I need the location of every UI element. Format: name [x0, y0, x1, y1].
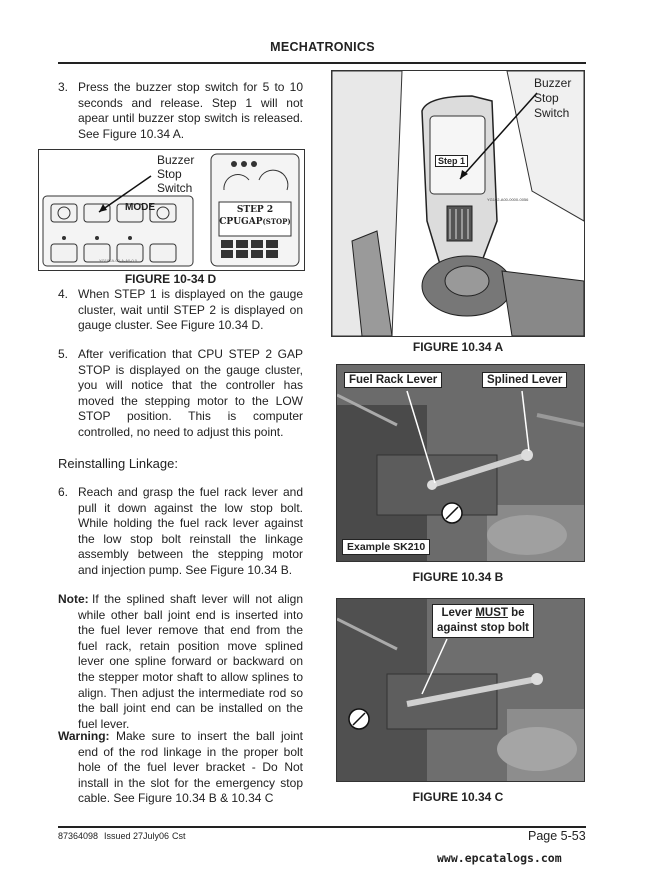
figure-b-caption: FIGURE 10.34 B — [412, 570, 504, 584]
warning-block: Warning: Make sure to insert the ball joint end of the rod linkage in the proper bolt hole of the fuel lever bracket - Do Not install in the slot for the emergency stop cable. See Figure 10.34 B & 10.34 C — [58, 729, 303, 806]
lever-callout: Lever MUST be against stop bolt — [432, 604, 534, 638]
step-5: 5. After verification that CPU STEP 2 GAP STOP is displayed on the gauge cluster, you will notice that the controller has moved the stepping motor to the LOW STOP position. This is computer controlled, no need to adjust this point. — [58, 347, 303, 439]
figure-a-callout: Buzzer Stop Switch — [534, 76, 572, 120]
section-heading: Reinstalling Linkage: — [58, 456, 178, 471]
footer-doc-number: 87364098 — [58, 831, 99, 841]
step-1-display: Step 1 — [435, 155, 468, 167]
page-header: MECHATRONICS — [270, 40, 375, 54]
header-rule — [58, 62, 586, 64]
step-3: 3. Press the buzzer stop switch for 5 to 10 seconds and release. Step 1 will not apear until buzzer stop switch is released. See Figure 10.34 A. — [58, 80, 303, 141]
figure-a-caption: FIGURE 10.34 A — [412, 340, 504, 354]
footer-cst: Cst — [172, 831, 186, 841]
figure-a-code: YG102-A00-0000-0056 — [487, 197, 529, 202]
figure-d-callout: Buzzer Stop Switch — [157, 153, 195, 195]
figure-d-image — [38, 149, 305, 271]
figure-c-caption: FIGURE 10.34 C — [412, 790, 504, 804]
footer-issued: Issued 27July06 — [104, 831, 170, 841]
footer-rule — [58, 826, 586, 828]
mode-key-label: MODE — [125, 202, 155, 213]
figure-c-image — [336, 598, 585, 782]
example-label: Example SK210 — [342, 539, 430, 555]
page-number: Page 5-53 — [528, 829, 586, 843]
fuel-rack-lever-label: Fuel Rack Lever — [344, 372, 442, 388]
watermark-url: www.epcatalogs.com — [437, 851, 562, 865]
step-6: 6. Reach and grasp the fuel rack lever and pull it down against the low stop bolt. While holding the fuel rack lever against the low stop bolt reinstall the linkage assembly between the stepping motor and injection pump. See Figure 10.34 B. — [58, 485, 303, 577]
splined-lever-label: Splined Lever — [482, 372, 567, 388]
step-4: 4. When STEP 1 is displayed on the gauge cluster, wait until STEP 2 is displayed on gauge cluster. See Figure 10.34 D. — [58, 287, 303, 333]
figure-d-caption: FIGURE 10-34 D — [124, 272, 217, 286]
figure-a-image — [331, 70, 585, 337]
figure-b-image — [336, 364, 585, 562]
lcd-display: STEP 2 CPUGAP(STOP) — [219, 205, 291, 227]
note-block: Note: If the splined shaft lever will not align while other ball joint end is inserted into the fuel lever remove that end from the fuel rack, retain position move splined lever one spline forward or backward on the stepper motor shaft to allow splines to align. Then adjust the intermediate rod so the ball joint end can be installed on the fuel lever. — [58, 592, 303, 731]
figure-d-code: YG102A-00-A-A0-0.0 — [99, 258, 138, 263]
